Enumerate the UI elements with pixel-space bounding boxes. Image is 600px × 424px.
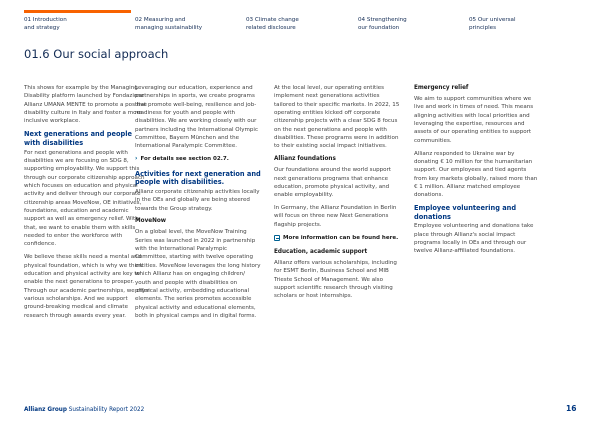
nav-item-principles[interactable] — [469, 17, 516, 32]
column-4 — [414, 84, 540, 260]
nav-item-introduction[interactable] — [24, 17, 67, 32]
paragraph: At the local level, our operating entities implement next generations activities tailored to their specific markets. In 2022, 15 operating entities kicked off corporate citizenship projects with a clear SDG 8 focus on the next generations and people with disabilities. These programs were in addition to their existing social impact initiatives. — [274, 85, 400, 150]
paragraph: We believe these skills need a mental and physical foundation, which is why we think education and physical activity are key to enable the next generations to prosper. Through our academic partnerships, we offer various scholarships. And we support ground-breaking medical and climate research through awards every year. — [24, 254, 150, 319]
external-link-icon — [274, 235, 280, 241]
footer-brand: Allianz Group — [24, 407, 67, 413]
nav-item-label: principles — [469, 24, 497, 31]
section-heading: Activities for next generation and people with disabilities. — [135, 169, 261, 186]
nav-item-label: and strategy — [24, 24, 60, 31]
nav-item-label: our foundation — [358, 24, 400, 31]
subheading: MoveNow — [135, 218, 167, 225]
link-label: More information can be found here. — [283, 234, 399, 241]
external-link[interactable] — [274, 234, 400, 242]
column-1 — [24, 84, 150, 324]
section-navigation — [24, 0, 600, 38]
paragraph: Leveraging our education, experience and partnerships in sports, we create programs that promote well-being, resilience and job-readiness for youth and people with disabilities. We are working closely with our partners including the International Olympic Committee, Bayern München and the International Paralympic Committee. — [135, 85, 258, 150]
section-heading: Employee volunteering and donations — [414, 204, 517, 221]
paragraph: This shows for example by the Managing Disability platform launched by Fondazione Allianz UMANA MENTE to promote a positive disability culture in Italy and foster a more inclusive workplace. — [24, 85, 147, 125]
footer-report-title: Sustainability Report 2022 — [68, 407, 145, 413]
nav-item-foundation[interactable] — [358, 17, 407, 32]
chevron-right-icon: › — [135, 155, 138, 163]
nav-item-label: 04 Strengthening — [358, 17, 407, 23]
nav-item-label: managing sustainability — [135, 24, 203, 31]
paragraph: Allianz offers various scholarships, including for ESMT Berlin, Business School and MIB Trieste School of Management. We also support scientific research through visiting scholars or host internships. — [274, 260, 397, 300]
nav-item-label: related disclosure — [246, 24, 296, 31]
nav-item-label: 03 Climate change — [246, 17, 299, 23]
column-3 — [274, 84, 400, 305]
nav-item-measuring[interactable] — [135, 17, 202, 32]
paragraph: For next generations and people with disabilities we are focusing on SDG 8, supporting employability. We support this through our corporate citizenship approach which focuses on education and physical activity and deliver through our corporate citizenship areas MoveNow, OE initiatives, foundations, education and academic support as well as emergency relief. With that, we want to enable them with skills needed to enter the workforce with confidence. — [24, 149, 145, 248]
section-link[interactable] — [135, 155, 261, 163]
subheading: Allianz foundations — [274, 156, 336, 163]
nav-item-label: 05 Our universal — [469, 17, 516, 23]
active-section-indicator — [24, 10, 131, 13]
section-heading: Next generations and people with disabilities — [24, 130, 132, 147]
footer — [24, 407, 144, 413]
nav-item-label: 01 Introduction — [24, 17, 67, 23]
subheading: Education, academic support — [274, 249, 368, 255]
page-title: 01.6 Our social approach — [24, 47, 169, 61]
paragraph: Employee volunteering and donations take place through Allianz's social impact programs locally in OEs and through our twelve Allianz-affiliated foundations. — [414, 223, 534, 255]
paragraph: Our foundations around the world support next generations programs that enhance education, promote physical activity, and enable employability. — [274, 167, 391, 199]
link-label: For details see section 02.7. — [140, 156, 229, 163]
paragraph: Allianz responded to Ukraine war by donating € 10 million for the humanitarian support. Our employees and tied agents from key markets globally, raised more than € 1 million. Allianz matched employee donations. — [414, 150, 538, 199]
subheading: Emergency relief — [414, 85, 469, 91]
page-number: 16 — [566, 404, 577, 413]
nav-item-label: 02 Measuring and — [135, 17, 186, 23]
paragraph: We aim to support communities where we live and work in times of need. This means aligning activities with local priorities and leveraging the expertise, resources and assets of our operating entities to support communities. — [414, 96, 534, 144]
paragraph: In Germany, the Allianz Foundation in Berlin will focus on three new Next Generations flagship projects. — [274, 205, 397, 228]
paragraph: Allianz corporate citizenship activities locally in the OEs and globally are being steered towards the Group strategy. — [135, 188, 260, 212]
column-2 — [135, 84, 261, 325]
paragraph: On a global level, the MoveNow Training Series was launched in 2022 in partnership with the International Paralympic Committee, starting with twelve operating entities. MoveNow leverages the long history which Allianz has on engaging children/ youth and people with disabilities on physical activity, embedding educational elements. The series promotes accessible physical activity and educational elements, both in physical camps and in digital forms. — [135, 229, 261, 319]
nav-item-climate[interactable] — [246, 17, 299, 32]
